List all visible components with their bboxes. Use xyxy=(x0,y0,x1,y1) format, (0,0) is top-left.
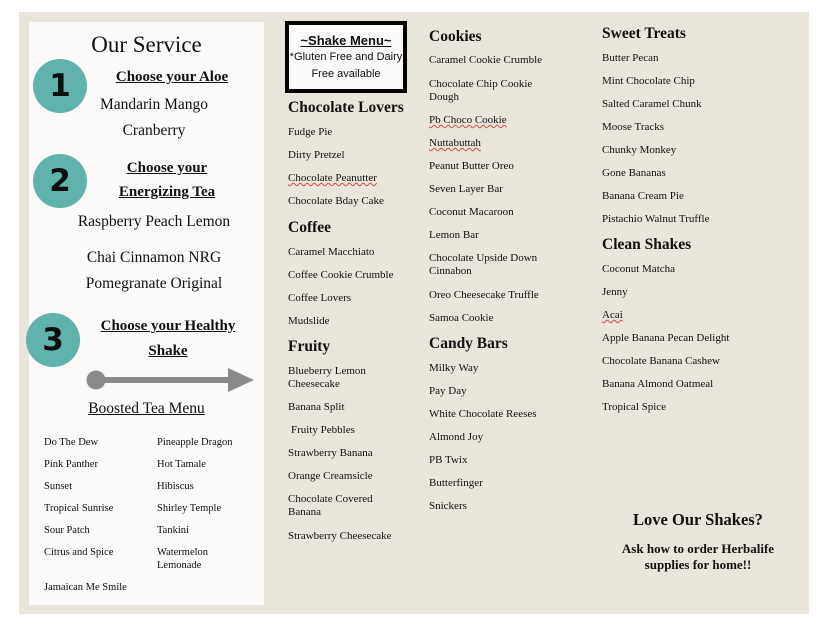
menu-item: Coffee Cookie Crumble xyxy=(288,269,394,281)
menu-item: Apple Banana Pecan Delight xyxy=(602,332,730,344)
menu-item: Milky Way xyxy=(429,362,479,374)
boosted-tea-item: Do The Dew xyxy=(44,437,99,448)
step-3-heading-line-1: Choose your Healthy xyxy=(100,318,236,334)
boosted-tea-item: Hot Tamale xyxy=(157,459,206,470)
tea-options-line-1: Raspberry Peach Lemon xyxy=(77,213,231,230)
menu-item: Samoa Cookie xyxy=(429,312,494,324)
menu-item: Banana Almond Oatmeal xyxy=(602,378,714,390)
love-our-shakes-heading: Love Our Shakes? xyxy=(633,510,763,529)
boosted-tea-item: Sour Patch xyxy=(44,525,90,536)
step-3-badge: 3 xyxy=(26,313,80,367)
menu-item: Pb Choco Cookie xyxy=(429,114,507,126)
category-clean-shakes: Clean Shakes xyxy=(602,236,692,253)
shake-menu-title: ~Shake Menu~ xyxy=(300,33,392,48)
category-fruity: Fruity xyxy=(288,338,331,355)
menu-item: Coffee Lovers xyxy=(288,292,352,304)
menu-item: Strawberry Cheesecake xyxy=(288,530,392,542)
menu-item: Blueberry Lemon Cheesecake xyxy=(288,365,366,390)
boosted-tea-title: Boosted Tea Menu xyxy=(88,400,205,417)
boosted-tea-item: Tankini xyxy=(157,525,189,536)
boosted-tea-item: Tropical Sunrise xyxy=(44,503,114,514)
menu-item: Peanut Butter Oreo xyxy=(429,160,514,172)
menu-item: Chocolate Banana Cashew xyxy=(602,355,720,367)
tea-options-line-3: Pomegranate Original xyxy=(85,275,223,292)
tea-options-line-2: Chai Cinnamon NRG xyxy=(86,249,222,266)
step-2-heading-line-1: Choose your xyxy=(126,160,208,176)
gluten-free-note: *Gluten Free and Dairy Free available xyxy=(289,51,403,80)
category-cookies: Cookies xyxy=(429,28,482,45)
category-candy-bars: Candy Bars xyxy=(429,335,508,352)
menu-item: Moose Tracks xyxy=(602,121,665,133)
boosted-tea-item: Citrus and Spice xyxy=(44,547,114,558)
boosted-tea-item: Sunset xyxy=(44,481,73,492)
service-title: Our Service xyxy=(91,32,202,57)
menu-item: Pistachio Walnut Truffle xyxy=(602,213,710,225)
menu-item: Oreo Cheesecake Truffle xyxy=(429,289,539,301)
category-sweet-treats: Sweet Treats xyxy=(602,25,686,42)
menu-item: Chocolate Bday Cake xyxy=(288,195,384,207)
step-1-badge: 1 xyxy=(33,59,87,113)
menu-item: Chocolate Peanutter xyxy=(288,172,377,184)
menu-item: Gone Bananas xyxy=(602,167,666,179)
menu-item: Chocolate Chip Cookie Dough xyxy=(429,78,533,103)
step-1-heading: Choose your Aloe xyxy=(115,69,229,85)
menu-item: Salted Caramel Chunk xyxy=(602,98,702,110)
menu-item: Fruity Pebbles xyxy=(291,424,355,436)
boosted-tea-item: Pink Panther xyxy=(44,459,98,470)
step-2-heading-line-2: Energizing Tea xyxy=(118,184,216,200)
step-2-badge: 2 xyxy=(33,154,87,208)
menu-item: Coconut Macaroon xyxy=(429,206,514,218)
menu-item: Butterfinger xyxy=(429,477,483,489)
aloe-options-line-1: Mandarin Mango xyxy=(99,96,209,113)
menu-item: Pay Day xyxy=(429,385,467,397)
menu-item: Dirty Pretzel xyxy=(288,149,345,161)
menu-item: Mint Chocolate Chip xyxy=(602,75,695,87)
menu-item: Nuttabuttah xyxy=(429,137,481,149)
menu-item: Jenny xyxy=(602,286,628,298)
boosted-tea-item: Hibiscus xyxy=(157,481,194,492)
menu-item: Chunky Monkey xyxy=(602,144,677,156)
boosted-tea-item: Watermelon Lemonade xyxy=(157,547,209,571)
menu-item: Seven Layer Bar xyxy=(429,183,503,195)
menu-item: Chocolate Covered Banana xyxy=(288,493,373,518)
menu-item: PB Twix xyxy=(429,454,468,466)
menu-item: Snickers xyxy=(429,500,467,512)
boosted-tea-item: Pineapple Dragon xyxy=(157,437,233,448)
menu-item: Butter Pecan xyxy=(602,52,659,64)
menu-item: Caramel Cookie Crumble xyxy=(429,54,543,66)
category-coffee: Coffee xyxy=(288,219,332,236)
menu-item: Coconut Matcha xyxy=(602,263,676,275)
step-3-heading-line-2: Shake xyxy=(148,343,188,359)
menu-item: Mudslide xyxy=(288,315,330,327)
menu-item: Fudge Pie xyxy=(288,126,333,138)
menu-item: Lemon Bar xyxy=(429,229,479,241)
order-herbalife-note: Ask how to order Herbalife supplies for home!! xyxy=(621,541,775,572)
menu-item: Chocolate Upside Down Cinnabon xyxy=(429,252,538,277)
boosted-tea-item: Jamaican Me Smile xyxy=(44,582,127,593)
menu-item: Almond Joy xyxy=(429,431,484,443)
boosted-tea-item: Shirley Temple xyxy=(157,503,222,514)
shake-menu-box xyxy=(285,21,407,93)
menu-item: Acai xyxy=(602,309,623,321)
menu-item: Caramel Macchiato xyxy=(288,246,375,258)
menu-item: Banana Split xyxy=(288,401,345,413)
menu-item: Tropical Spice xyxy=(602,401,667,413)
aloe-options-line-2: Cranberry xyxy=(122,122,186,139)
menu-item: Banana Cream Pie xyxy=(602,190,684,202)
category-chocolate-lovers: Chocolate Lovers xyxy=(288,99,404,116)
menu-item: Orange Creamsicle xyxy=(288,470,373,482)
right-arrow-icon xyxy=(86,366,256,394)
menu-item: Strawberry Banana xyxy=(288,447,373,459)
menu-item: White Chocolate Reeses xyxy=(429,408,537,420)
